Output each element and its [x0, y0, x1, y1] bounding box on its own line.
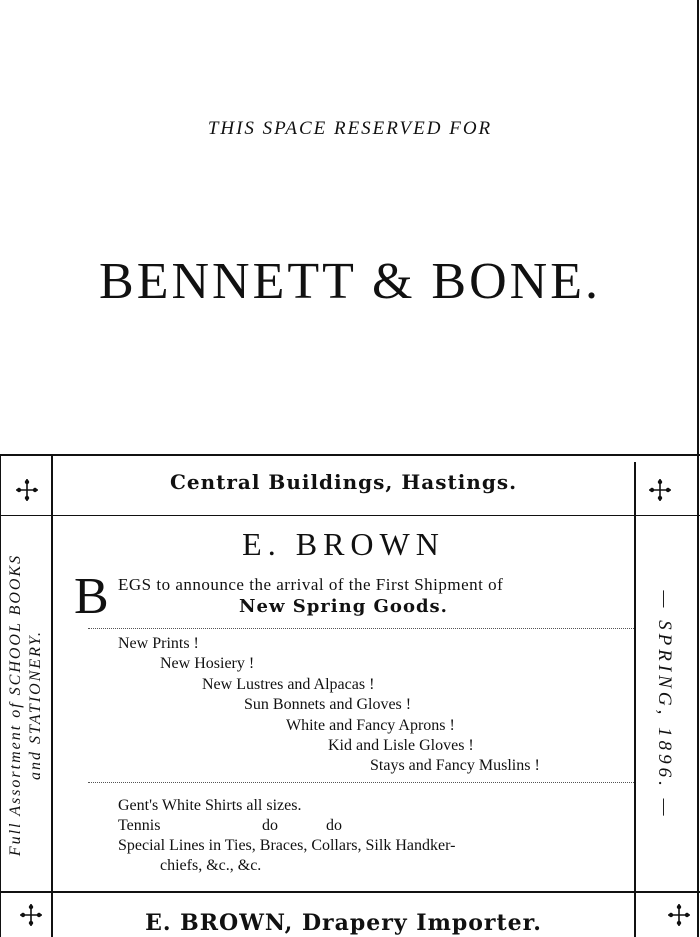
footer-over-rule	[0, 891, 700, 893]
fleuron-icon	[18, 902, 44, 928]
list-item: New Lustres and Alpacas !	[202, 676, 375, 693]
firm-name: BENNETT & BONE.	[99, 253, 601, 310]
frame-right-rule	[634, 462, 636, 937]
location-under-rule	[0, 515, 700, 516]
frame-right-edge	[697, 0, 699, 937]
special-line: Special Lines in Ties, Braces, Collars, Silk Handker-	[118, 837, 456, 854]
divider	[88, 782, 634, 783]
ditto-mark: do	[262, 817, 278, 834]
frame-top-rule	[0, 454, 700, 456]
headline: New Spring Goods.	[239, 596, 448, 617]
list-item: White and Fancy Aprons !	[286, 717, 455, 734]
frame-left-edge	[0, 454, 1, 937]
fleuron-icon	[14, 477, 40, 503]
side-text-left: Full Assortment of SCHOOL BOOKS and STATIONERY.	[7, 553, 44, 857]
fleuron-icon	[647, 477, 673, 503]
footer-title: E. BROWN, Drapery Importer.	[145, 910, 542, 936]
tennis-label: Tennis	[118, 817, 161, 834]
side-text-right: — SPRING, 1896. —	[654, 590, 675, 820]
merchant-name: E. BROWN	[242, 526, 445, 562]
list-item: Sun Bonnets and Gloves !	[244, 696, 412, 713]
shirts-line: Gent's White Shirts all sizes.	[118, 797, 302, 814]
drop-cap: B	[74, 568, 109, 625]
list-item: Stays and Fancy Muslins !	[370, 757, 540, 774]
announcement-text: EGS to announce the arrival of the First Shipment of	[118, 575, 504, 594]
reserved-notice: THIS SPACE RESERVED FOR	[207, 118, 493, 139]
special-line-cont: chiefs, &c., &c.	[160, 857, 262, 874]
list-item: New Hosiery !	[160, 655, 255, 672]
ditto-mark: do	[326, 817, 342, 834]
divider	[88, 628, 634, 629]
list-item: New Prints !	[118, 635, 199, 652]
location-heading: Central Buildings, Hastings.	[169, 470, 518, 494]
list-item: Kid and Lisle Gloves !	[328, 737, 474, 754]
fleuron-icon	[666, 902, 692, 928]
